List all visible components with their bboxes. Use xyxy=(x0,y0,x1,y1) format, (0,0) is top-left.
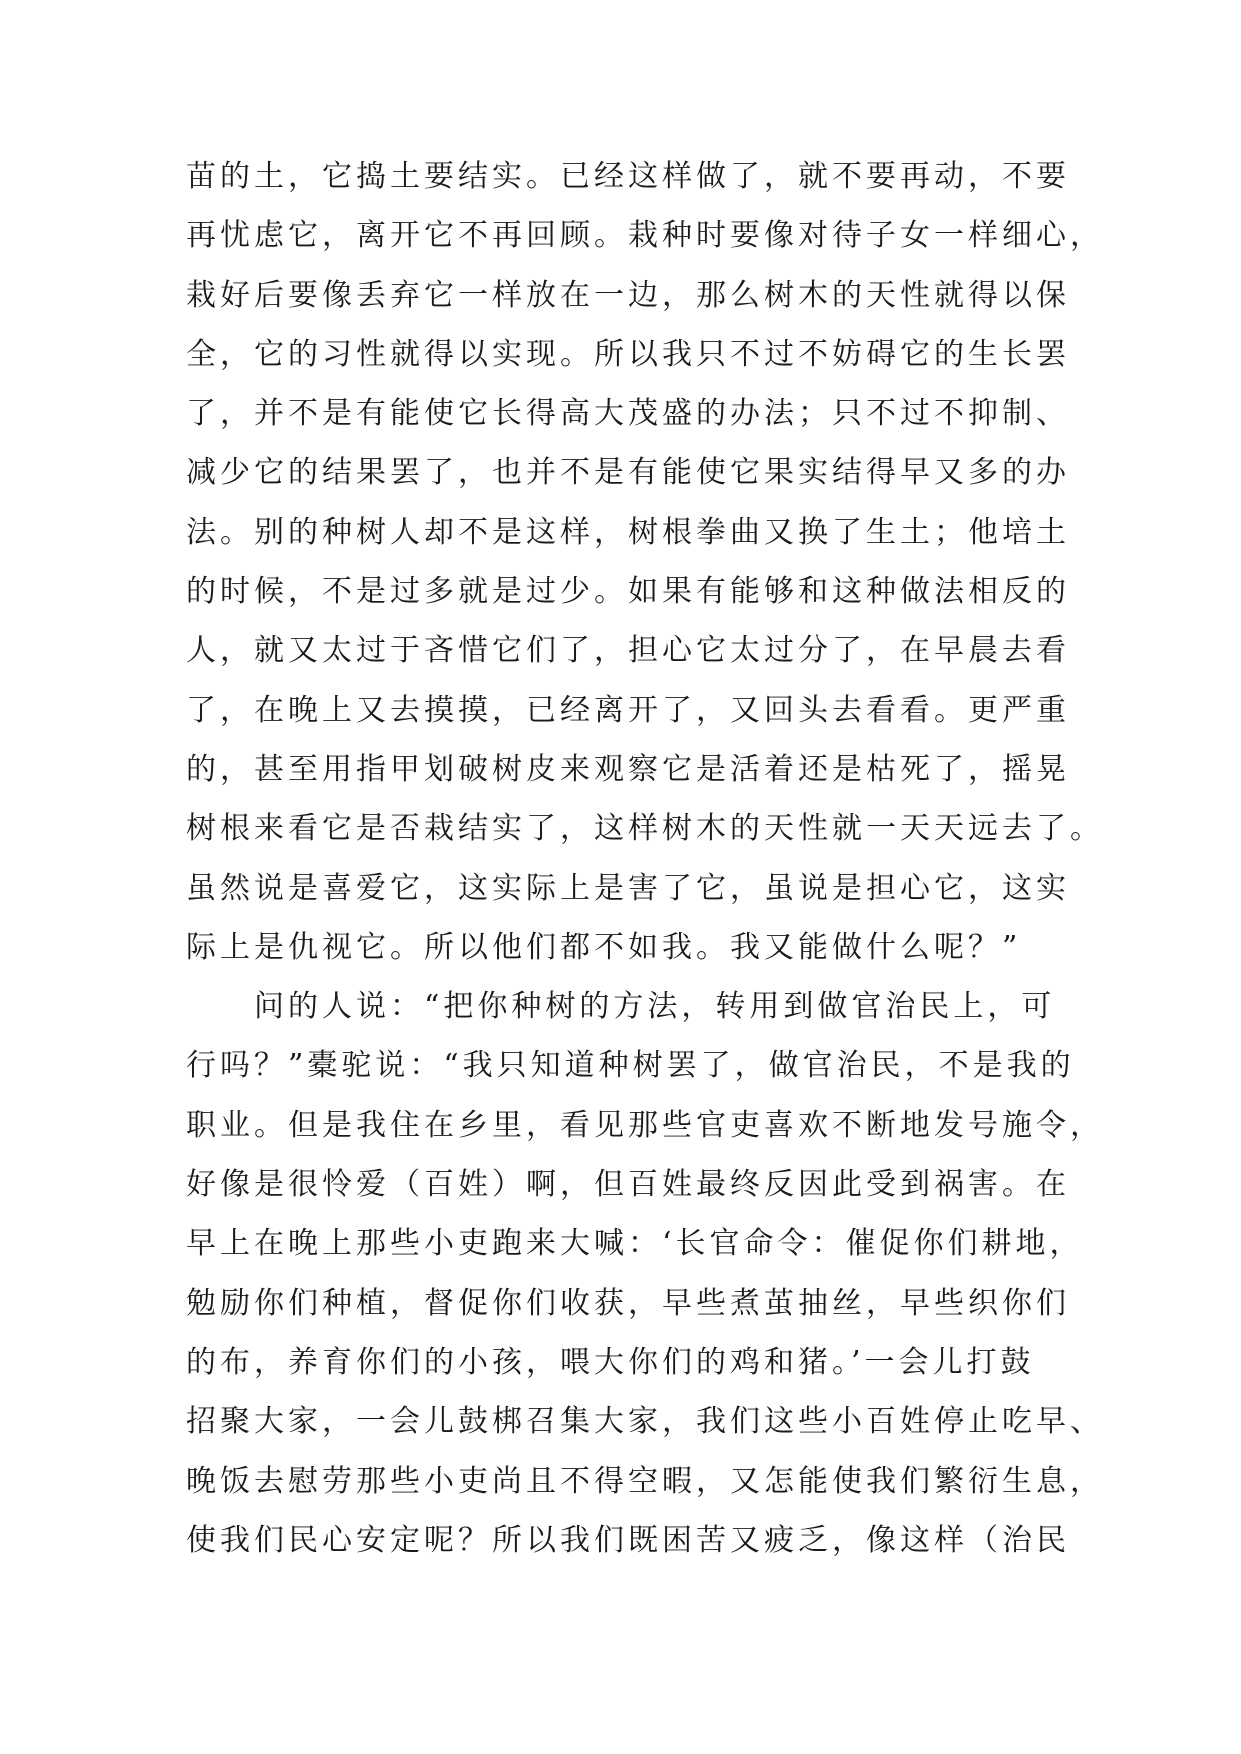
text-line: 再忧虑它，离开它不再回顾。栽种时要像对待子女一样细心， xyxy=(186,218,1104,254)
text-line: 使我们民心安定呢？所以我们既困苦又疲乏，像这样（治民 xyxy=(186,1522,1070,1558)
text-line: 树根来看它是否栽结实了，这样树木的天性就一天天远去了。 xyxy=(186,811,1104,847)
text-line: 法。别的种树人却不是这样，树根拳曲又换了生土；他培土 xyxy=(186,514,1070,550)
body-text xyxy=(186,157,1104,1580)
text-line: 勉励你们种植，督促你们收获，早些煮茧抽丝，早些织你们 xyxy=(186,1285,1070,1321)
text-line: 了，并不是有能使它长得高大茂盛的办法；只不过不抑制、 xyxy=(186,396,1070,432)
text-line: 职业。但是我住在乡里，看见那些官吏喜欢不断地发号施令， xyxy=(186,1107,1104,1143)
text-line: 招聚大家，一会儿鼓梆召集大家，我们这些小百姓停止吃早、 xyxy=(186,1404,1104,1440)
text-line: 的时候，不是过多就是过少。如果有能够和这种做法相反的 xyxy=(186,574,1070,610)
text-line: 减少它的结果罢了，也并不是有能使它果实结得早又多的办 xyxy=(186,455,1070,491)
text-line: 的布，养育你们的小孩，喂大你们的鸡和猪。’一会儿打鼓 xyxy=(186,1344,1035,1380)
text-line: 际上是仇视它。所以他们都不如我。我又能做什么呢？” xyxy=(186,929,1022,965)
text-line: 了，在晚上又去摸摸，已经离开了，又回头去看看。更严重 xyxy=(186,692,1070,728)
text-line: 全，它的习性就得以实现。所以我只不过不妨碍它的生长罢 xyxy=(186,336,1070,372)
text-line: 行吗？”橐驼说：“我只知道种树罢了，做官治民，不是我的 xyxy=(186,1048,1075,1084)
text-line: 栽好后要像丢弃它一样放在一边，那么树木的天性就得以保 xyxy=(186,277,1070,313)
text-line: 早上在晚上那些小吏跑来大喊：‘长官命令：催促你们耕地， xyxy=(186,1226,1084,1262)
text-line: 苗的土，它捣土要结实。已经这样做了，就不要再动，不要 xyxy=(186,159,1070,194)
text-line: 晚饭去慰劳那些小吏尚且不得空暇，又怎能使我们繁衍生息， xyxy=(186,1463,1104,1499)
text-line: 好像是很怜爱（百姓）啊，但百姓最终反因此受到祸害。在 xyxy=(186,1167,1070,1203)
text-line: 虽然说是喜爱它，这实际上是害了它，虽说是担心它，这实 xyxy=(186,870,1070,906)
text-line: 人，就又太过于吝惜它们了，担心它太过分了，在早晨去看 xyxy=(186,633,1070,669)
paragraph-start-line: 问的人说：“把你种树的方法，转用到做官治民上，可 xyxy=(254,989,1056,1025)
text-line: 的，甚至用指甲划破树皮来观察它是活着还是枯死了，摇晃 xyxy=(186,751,1070,787)
